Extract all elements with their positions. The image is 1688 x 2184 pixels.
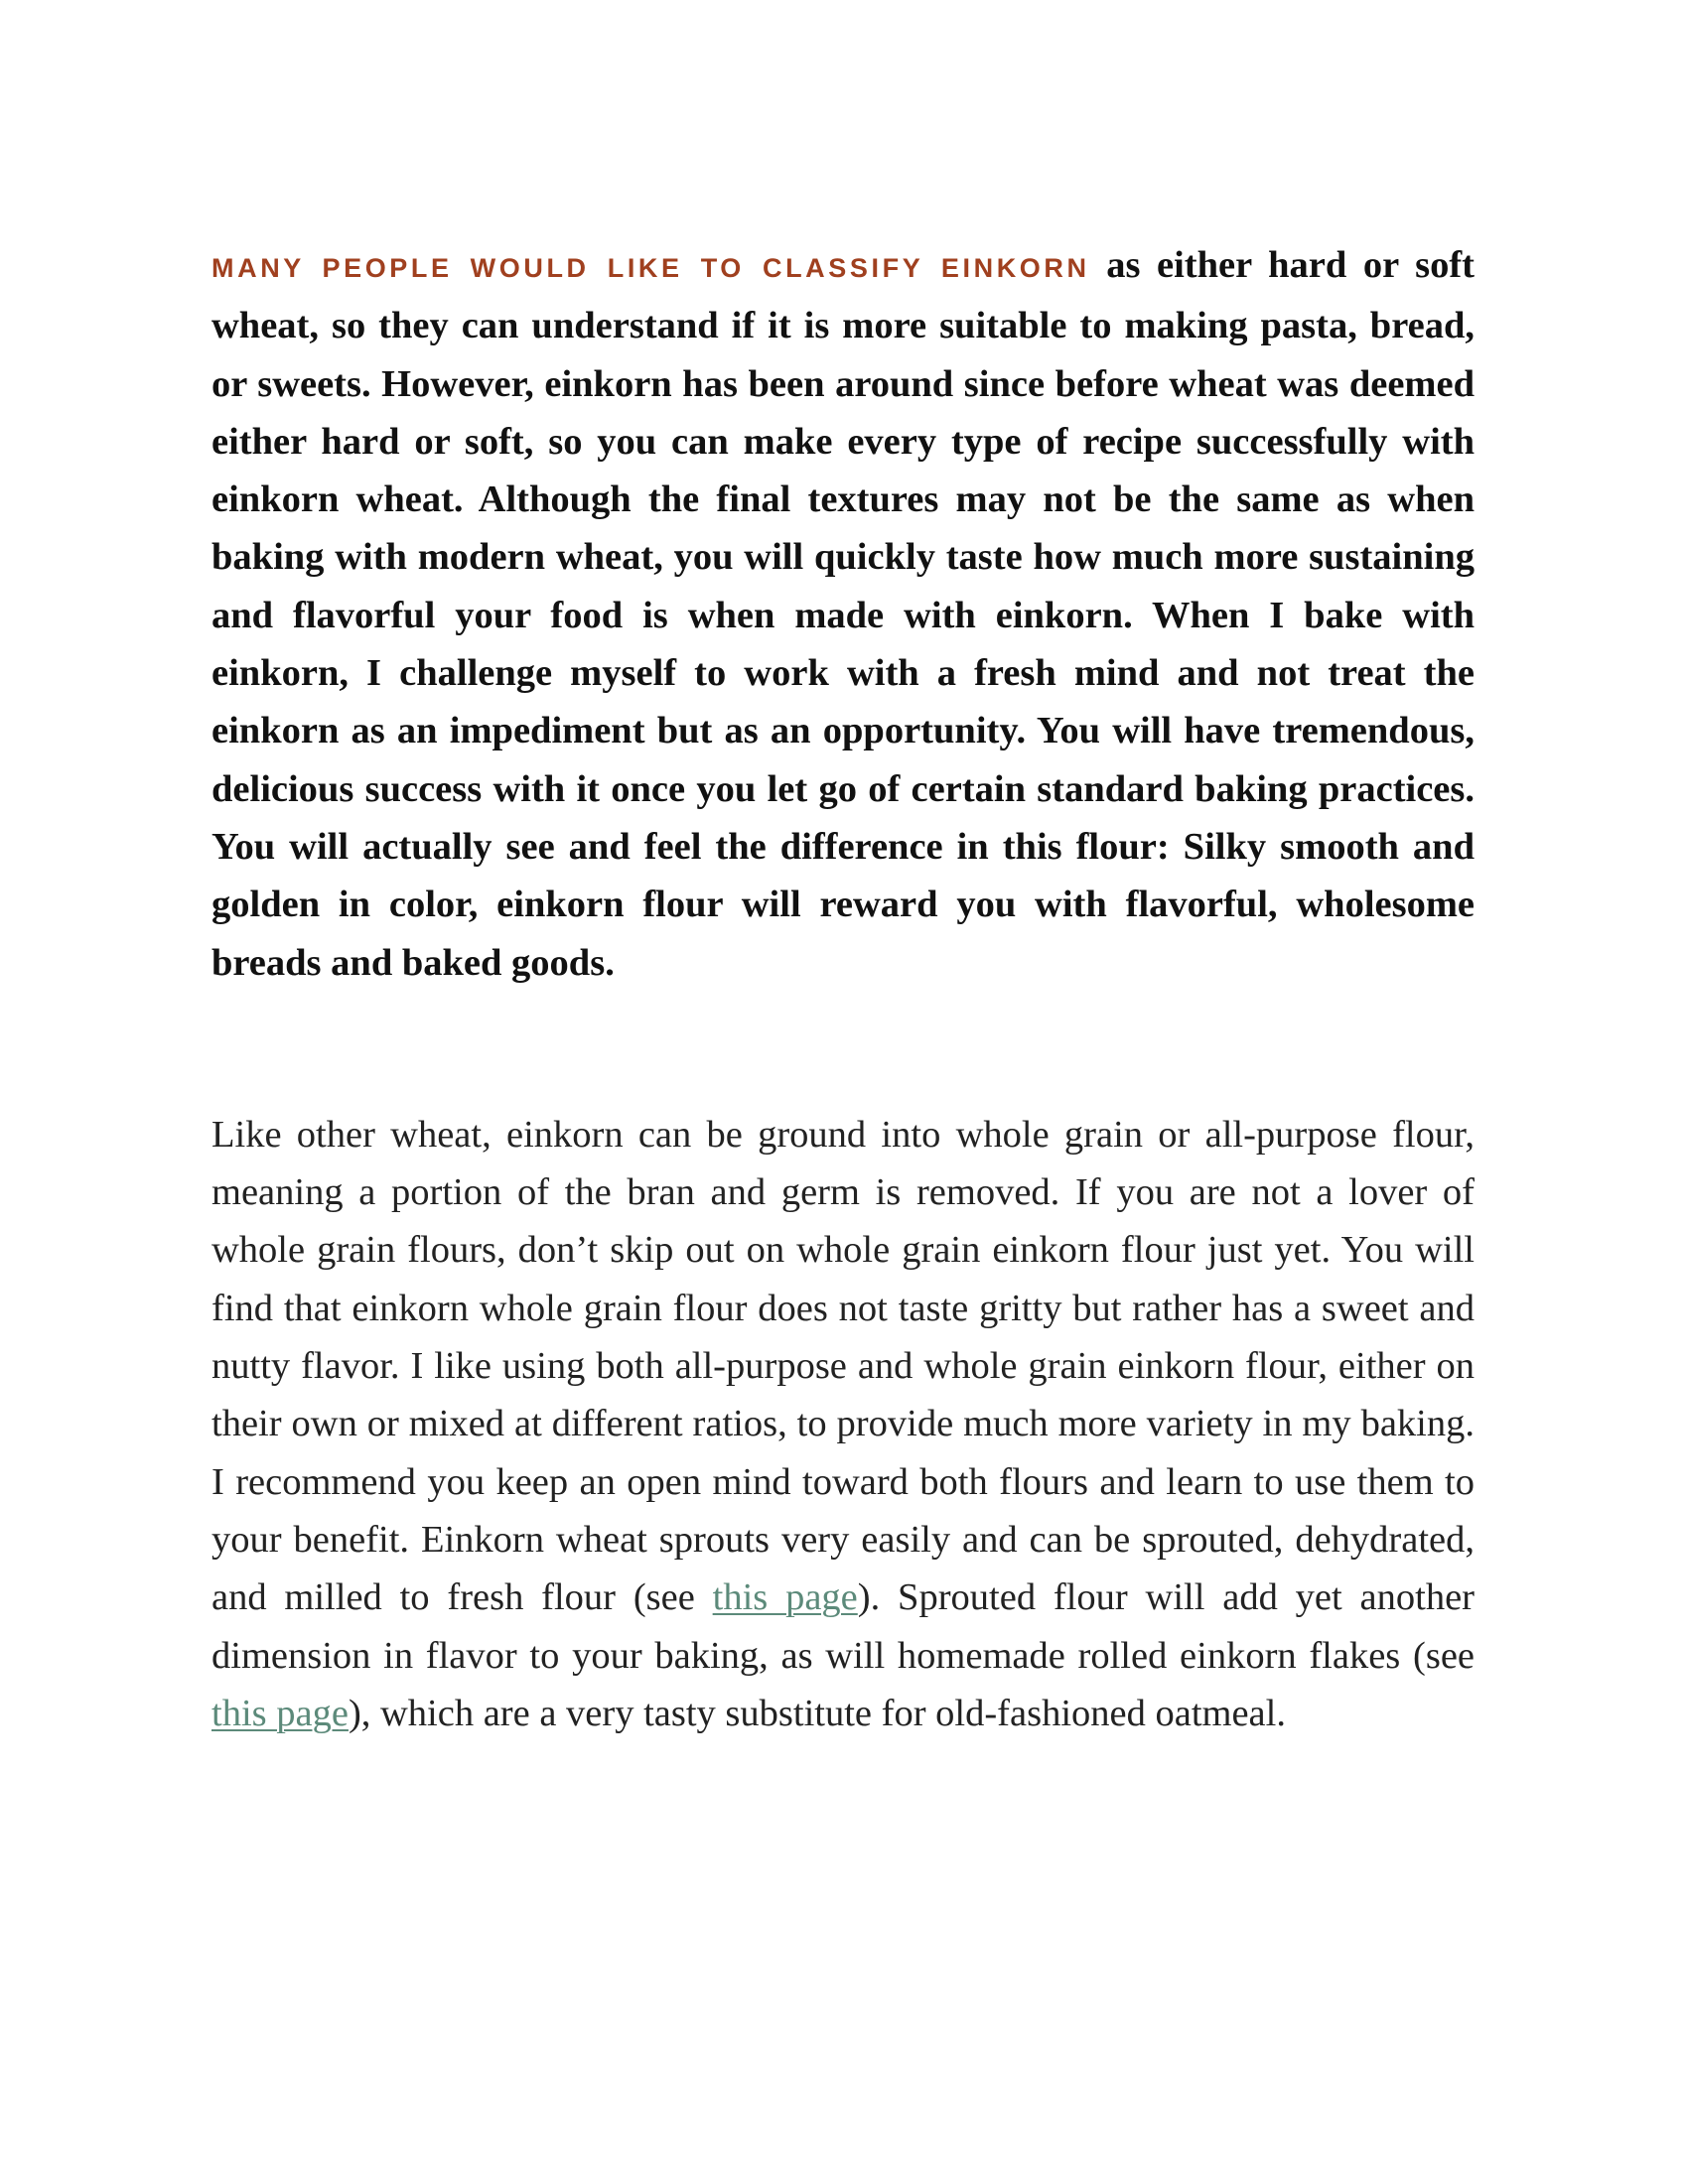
- body-text-3: ), which are a very tasty substitute for old-fashioned oatmeal.: [348, 1692, 1286, 1734]
- flakes-page-link[interactable]: this page: [211, 1692, 349, 1734]
- body-text-1: Like other wheat, einkorn can be ground into whole grain or all-purpose flour, meaning a portion of the bran and germ is removed. If you are not a lover of whole grain flours, don’t skip out on whole grain einkorn flour just yet. You will find that einkorn whole grain flour does not taste gritty but rather has a sweet and nutty flavor. I like using both all-purpose and whole grain einkorn flour, either on their own or mixed at different ratios, to provide much more variety in my baking. I recommend you keep an open mind toward both flours and learn to use them to your benefit. Einkorn wheat sprouts very easily and can be sprouted, dehydrated, and milled to fresh flour (see: [211, 1113, 1475, 1619]
- lead-in-heading: MANY PEOPLE WOULD LIKE TO CLASSIFY EINKORN: [211, 253, 1090, 283]
- sprouting-page-link[interactable]: this page: [712, 1576, 858, 1619]
- page-content: [211, 236, 1475, 1742]
- body-text-2: ). Sprouted flour will add yet another dimension in flavor to your baking, as will homemade rolled einkorn flakes (see: [211, 1576, 1475, 1677]
- body-paragraph: [211, 1106, 1475, 1742]
- intro-paragraph: [211, 236, 1475, 992]
- intro-text: as either hard or soft wheat, so they can understand if it is more suitable to making pasta, bread, or sweets. However, einkorn has been around since before wheat was deemed either hard or soft, so you can make every type of recipe successfully with einkorn wheat. Although the final textures may not be the same as when baking with modern wheat, you will quickly taste how much more sustaining and flavorful your food is when made with einkorn. When I bake with einkorn, I challenge myself to work with a fresh mind and not treat the einkorn as an impediment but as an opportunity. You will have tremendous, delicious success with it once you let go of certain standard baking practices. You will actually see and feel the difference in this flour: Silky smooth and golden in color, einkorn flour will reward you with flavorful, wholesome breads and baked goods.: [211, 244, 1475, 984]
